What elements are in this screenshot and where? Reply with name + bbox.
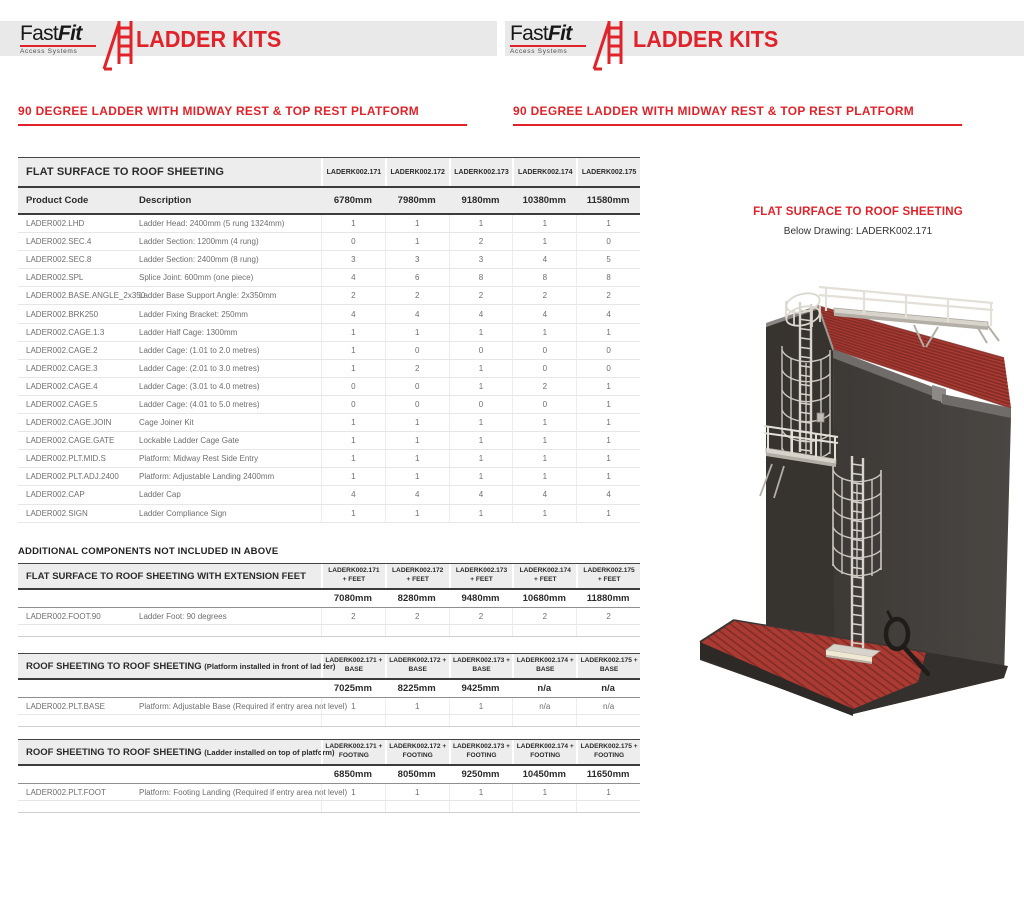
kit-size-header: 10680mm — [522, 593, 566, 604]
description-cell: Platform: Footing Landing (Required if entry area not level) — [139, 787, 348, 797]
qty-cell: 0 — [449, 342, 513, 359]
product-code-cell: LADER002.PLT.BASE — [26, 701, 106, 711]
kit-code-header: LADERK002.173 — [449, 158, 513, 186]
qty-cell: 1 — [576, 432, 640, 449]
table-row — [18, 468, 640, 486]
qty-cell: 3 — [321, 251, 385, 268]
qty-cell: 1 — [449, 378, 513, 395]
fastfit-ladder-icon — [98, 19, 134, 71]
qty-cell: 4 — [449, 486, 513, 503]
qty-cell: 2 — [385, 360, 449, 377]
qty-cell: 0 — [576, 360, 640, 377]
qty-cell: 3 — [449, 251, 513, 268]
product-code-cell: LADER002.CAGE.2 — [26, 345, 98, 355]
kit-size-header: 7980mm — [397, 195, 436, 206]
table-row — [18, 324, 640, 342]
qty-cell: 1 — [321, 505, 385, 522]
table-title: ROOF SHEETING TO ROOF SHEETING (Ladder installed on top of platform) — [26, 746, 335, 758]
qty-cell: 1 — [576, 784, 640, 800]
qty-cell: 0 — [512, 396, 576, 413]
qty-cell: 1 — [449, 468, 513, 485]
kit-code-header: LADERK002.175 + FOOTING — [576, 740, 640, 764]
qty-cell: 2 — [449, 287, 513, 304]
kit-size-header: 9480mm — [461, 593, 500, 604]
additional-components-heading: ADDITIONAL COMPONENTS NOT INCLUDED IN ABOVE — [18, 546, 279, 557]
qty-cell: 1 — [385, 698, 449, 714]
description-cell: Ladder Fixing Bracket: 250mm — [139, 309, 248, 319]
table-row — [18, 505, 640, 523]
table-row — [18, 698, 640, 715]
kit-code-header: LADERK002.171 + BASE — [321, 654, 385, 678]
qty-cell: 1 — [576, 505, 640, 522]
table-row — [18, 215, 640, 233]
kit-code-header: LADERK002.173 + FEET — [449, 564, 513, 588]
kit-size-header: 8225mm — [397, 683, 436, 694]
product-code-cell: LADER002.PLT.ADJ.2400 — [26, 472, 119, 482]
kit-size-header: 8280mm — [397, 593, 436, 604]
product-code-cell: LADER002.CAGE.1.3 — [26, 327, 105, 337]
description-cell: Ladder Cage: (2.01 to 3.0 metres) — [139, 363, 260, 373]
qty-cell: 0 — [385, 342, 449, 359]
ladder-installation-drawing — [686, 246, 1024, 716]
table-row — [18, 233, 640, 251]
kit-code-header: LADERK002.171 — [321, 158, 385, 186]
kit-size-header: 9250mm — [461, 769, 500, 780]
qty-cell: 0 — [512, 342, 576, 359]
qty-cell: 1 — [385, 414, 449, 431]
qty-cell: 1 — [321, 342, 385, 359]
table-title-row — [18, 158, 640, 188]
qty-cell: 4 — [576, 486, 640, 503]
qty-cell: 4 — [385, 305, 449, 322]
qty-cell: 1 — [512, 505, 576, 522]
qty-cell: 2 — [321, 608, 385, 624]
empty-row — [18, 715, 640, 727]
description-cell: Ladder Cage: (3.01 to 4.0 metres) — [139, 381, 260, 391]
qty-cell: 2 — [321, 287, 385, 304]
kit-code-header: LADERK002.174 + BASE — [512, 654, 576, 678]
product-code-cell: LADER002.CAGE.5 — [26, 399, 98, 409]
description-cell: Ladder Cage: (4.01 to 5.0 metres) — [139, 399, 260, 409]
table-row — [18, 608, 640, 625]
qty-cell: 1 — [385, 450, 449, 467]
kit-size-header: n/a — [537, 683, 552, 694]
fastfit-logo-left — [20, 23, 140, 55]
table-row — [18, 269, 640, 287]
qty-cell: 2 — [512, 378, 576, 395]
qty-cell: 1 — [512, 324, 576, 341]
qty-cell: 2 — [576, 608, 640, 624]
qty-cell: 2 — [385, 287, 449, 304]
kit-size-header: 11880mm — [586, 593, 630, 604]
kit-code-header: LADERK002.172 + FEET — [385, 564, 449, 588]
description-cell: Ladder Section: 2400mm (8 rung) — [139, 255, 259, 265]
qty-cell: 3 — [385, 251, 449, 268]
table-title: ROOF SHEETING TO ROOF SHEETING (Platform installed in front of ladder) — [26, 660, 336, 672]
table-row — [18, 432, 640, 450]
qty-cell: 4 — [385, 486, 449, 503]
product-code-cell: LADER002.SEC.4 — [26, 237, 92, 247]
qty-cell: 1 — [449, 414, 513, 431]
table-title: FLAT SURFACE TO ROOF SHEETING WITH EXTENSION FEET — [26, 570, 306, 582]
qty-cell: 2 — [449, 608, 513, 624]
description-cell: Platform: Midway Rest Side Entry — [139, 454, 259, 464]
qty-cell: n/a — [512, 698, 576, 714]
kit-size-header: 6780mm — [333, 195, 372, 206]
table-title: FLAT SURFACE TO ROOF SHEETING — [26, 166, 225, 178]
extension-feet-table — [18, 563, 640, 637]
kit-code-header: LADERK002.172 + FOOTING — [385, 740, 449, 764]
qty-cell: 4 — [321, 269, 385, 286]
description-cell: Ladder Head: 2400mm (5 rung 1324mm) — [139, 219, 285, 229]
kit-size-header: 9425mm — [461, 683, 500, 694]
qty-cell: 1 — [321, 215, 385, 232]
qty-cell: 1 — [449, 215, 513, 232]
qty-cell: 1 — [321, 324, 385, 341]
qty-cell: 1 — [512, 215, 576, 232]
product-code-cell: LADER002.BASE.ANGLE_2x350 — [26, 291, 146, 301]
qty-cell: 1 — [512, 468, 576, 485]
qty-cell: 0 — [385, 396, 449, 413]
kit-size-header: 7080mm — [333, 593, 372, 604]
qty-cell: 1 — [385, 505, 449, 522]
table-row — [18, 450, 640, 468]
table-row — [18, 784, 640, 801]
kit-size-header: 10450mm — [522, 769, 566, 780]
kit-code-header: LADERK002.174 — [512, 158, 576, 186]
table-row — [18, 414, 640, 432]
qty-cell: 1 — [449, 505, 513, 522]
table-row — [18, 305, 640, 323]
kit-code-header: LADERK002.172 + BASE — [385, 654, 449, 678]
qty-cell: 1 — [512, 414, 576, 431]
table-row — [18, 378, 640, 396]
qty-cell: 4 — [576, 305, 640, 322]
qty-cell: 1 — [321, 414, 385, 431]
product-code-cell: LADER002.CAGE.3 — [26, 363, 98, 373]
qty-cell: 1 — [385, 324, 449, 341]
product-code-header: Product Code — [26, 195, 89, 206]
logo-divider — [20, 45, 96, 47]
qty-cell: 2 — [576, 287, 640, 304]
table-title-row — [18, 564, 640, 590]
fastfit-logo-right — [510, 23, 630, 55]
qty-cell: 1 — [449, 360, 513, 377]
qty-cell: 1 — [449, 324, 513, 341]
qty-cell: 1 — [449, 432, 513, 449]
qty-cell: 2 — [385, 608, 449, 624]
description-header: Description — [139, 195, 192, 206]
qty-cell: 1 — [512, 233, 576, 250]
kit-size-header: 9180mm — [461, 195, 500, 206]
qty-cell: 4 — [512, 305, 576, 322]
kit-size-header: 11580mm — [586, 195, 630, 206]
kit-code-header: LADERK002.175 + FEET — [576, 564, 640, 588]
footing-landing-table — [18, 739, 640, 813]
product-code-cell: LADER002.PLT.FOOT — [26, 787, 106, 797]
qty-cell: 2 — [512, 287, 576, 304]
qty-cell: 8 — [512, 269, 576, 286]
qty-cell: 4 — [449, 305, 513, 322]
description-cell: Splice Joint: 600mm (one piece) — [139, 273, 254, 283]
qty-cell: 0 — [512, 360, 576, 377]
qty-cell: 1 — [321, 784, 385, 800]
kit-size-header: n/a — [601, 683, 615, 694]
page-title-right: LADDER KITS — [633, 26, 779, 52]
product-code-cell: LADER002.CAGE.GATE — [26, 436, 115, 446]
table-row — [18, 287, 640, 305]
qty-cell: 1 — [385, 215, 449, 232]
qty-cell: 4 — [321, 305, 385, 322]
description-cell: Ladder Section: 1200mm (4 rung) — [139, 237, 259, 247]
qty-cell: 1 — [321, 450, 385, 467]
kit-size-header: 8050mm — [397, 769, 436, 780]
table-row — [18, 251, 640, 269]
kit-size-header: 10380mm — [522, 195, 566, 206]
table-row — [18, 486, 640, 504]
logo-wordmark: FastFit — [20, 22, 82, 45]
kit-code-header: LADERK002.171 + FEET — [321, 564, 385, 588]
qty-cell: 1 — [449, 784, 513, 800]
logo-tagline: Access Systems — [20, 48, 78, 55]
qty-cell: 1 — [576, 414, 640, 431]
product-code-cell: LADER002.SEC.8 — [26, 255, 92, 265]
product-code-cell: LADER002.BRK250 — [26, 309, 99, 319]
flat-surface-table — [18, 157, 640, 523]
empty-row — [18, 801, 640, 813]
product-code-cell: LADER002.SIGN — [26, 508, 88, 518]
logo-wordmark: FastFit — [510, 22, 572, 45]
qty-cell: 1 — [576, 378, 640, 395]
drawing-subtitle: Below Drawing: LADERK002.171 — [783, 226, 933, 237]
empty-row — [18, 625, 640, 637]
qty-cell: 1 — [385, 784, 449, 800]
product-code-cell: LADER002.LHD — [26, 219, 85, 229]
qty-cell: 5 — [576, 251, 640, 268]
kit-size-row — [18, 590, 640, 608]
description-cell: Lockable Ladder Cage Gate — [139, 436, 240, 446]
description-cell: Ladder Compliance Sign — [139, 508, 227, 518]
description-cell: Platform: Adjustable Landing 2400mm — [139, 472, 275, 482]
kit-size-row — [18, 766, 640, 784]
qty-cell: 4 — [512, 486, 576, 503]
qty-cell: 1 — [321, 360, 385, 377]
qty-cell: 1 — [321, 432, 385, 449]
column-header-row — [18, 188, 640, 215]
product-code-cell: LADER002.SPL — [26, 273, 84, 283]
qty-cell: 1 — [512, 450, 576, 467]
page-title-left: LADDER KITS — [136, 26, 282, 52]
product-code-cell: LADER002.CAGE.JOIN — [26, 418, 112, 428]
qty-cell: 1 — [449, 450, 513, 467]
fastfit-ladder-icon — [588, 19, 624, 71]
qty-cell: 1 — [576, 396, 640, 413]
qty-cell: 0 — [321, 396, 385, 413]
qty-cell: 8 — [449, 269, 513, 286]
table-title-row — [18, 654, 640, 680]
section-heading-left: 90 DEGREE LADDER WITH MIDWAY REST & TOP REST PLATFORM — [18, 104, 467, 126]
table-row — [18, 396, 640, 414]
description-cell: Cage Joiner Kit — [139, 418, 194, 428]
product-code-cell: LADER002.FOOT.90 — [26, 611, 101, 621]
kit-size-header: 6850mm — [333, 769, 372, 780]
qty-cell: 1 — [385, 233, 449, 250]
kit-size-header: 11650mm — [586, 769, 630, 780]
qty-cell: 2 — [449, 233, 513, 250]
qty-cell: 1 — [512, 784, 576, 800]
logo-divider — [510, 45, 586, 47]
description-cell: Ladder Base Support Angle: 2x350mm — [139, 291, 277, 301]
qty-cell: 2 — [512, 608, 576, 624]
kit-code-header: LADERK002.174 + FOOTING — [512, 740, 576, 764]
qty-cell: 0 — [385, 378, 449, 395]
description-cell: Ladder Cap — [139, 490, 181, 500]
kit-code-header: LADERK002.173 + BASE — [449, 654, 513, 678]
product-code-cell: LADER002.CAGE.4 — [26, 381, 98, 391]
adjustable-base-table — [18, 653, 640, 727]
description-cell: Ladder Cage: (1.01 to 2.0 metres) — [139, 345, 260, 355]
qty-cell: 4 — [321, 486, 385, 503]
qty-cell: 1 — [449, 698, 513, 714]
qty-cell: 0 — [321, 378, 385, 395]
description-cell: Ladder Half Cage: 1300mm — [139, 327, 238, 337]
table-row — [18, 360, 640, 378]
kit-code-header: LADERK002.172 — [385, 158, 449, 186]
qty-cell: n/a — [576, 698, 640, 714]
logo-tagline: Access Systems — [510, 48, 568, 55]
kit-code-header: LADERK002.175 + BASE — [576, 654, 640, 678]
qty-cell: 4 — [512, 251, 576, 268]
qty-cell: 1 — [576, 215, 640, 232]
kit-size-header: 7025mm — [333, 683, 372, 694]
kit-size-row — [18, 680, 640, 698]
qty-cell: 1 — [385, 432, 449, 449]
qty-cell: 6 — [385, 269, 449, 286]
qty-cell: 1 — [385, 468, 449, 485]
qty-cell: 0 — [321, 233, 385, 250]
compliance-sign — [817, 413, 824, 422]
qty-cell: 1 — [321, 698, 385, 714]
table-title-row — [18, 740, 640, 766]
qty-cell: 1 — [576, 468, 640, 485]
qty-cell: 1 — [321, 468, 385, 485]
table-row — [18, 342, 640, 360]
qty-cell: 0 — [576, 233, 640, 250]
qty-cell: 1 — [576, 324, 640, 341]
qty-cell: 8 — [576, 269, 640, 286]
description-cell: Ladder Foot: 90 degrees — [139, 611, 227, 621]
qty-cell: 0 — [576, 342, 640, 359]
qty-cell: 1 — [576, 450, 640, 467]
kit-code-header: LADERK002.173 + FOOTING — [449, 740, 513, 764]
qty-cell: 1 — [512, 432, 576, 449]
section-heading-right: 90 DEGREE LADDER WITH MIDWAY REST & TOP REST PLATFORM — [513, 104, 962, 126]
qty-cell: 0 — [449, 396, 513, 413]
kit-code-header: LADERK002.175 — [576, 158, 640, 186]
kit-code-header: LADERK002.174 + FEET — [512, 564, 576, 588]
description-cell: Platform: Adjustable Base (Required if entry area not level) — [139, 701, 348, 711]
kit-code-header: LADERK002.171 + FOOTING — [321, 740, 385, 764]
product-code-cell: LADER002.PLT.MID.S — [26, 454, 106, 464]
product-code-cell: LADER002.CAP — [26, 490, 85, 500]
drawing-title: FLAT SURFACE TO ROOF SHEETING — [753, 206, 963, 218]
